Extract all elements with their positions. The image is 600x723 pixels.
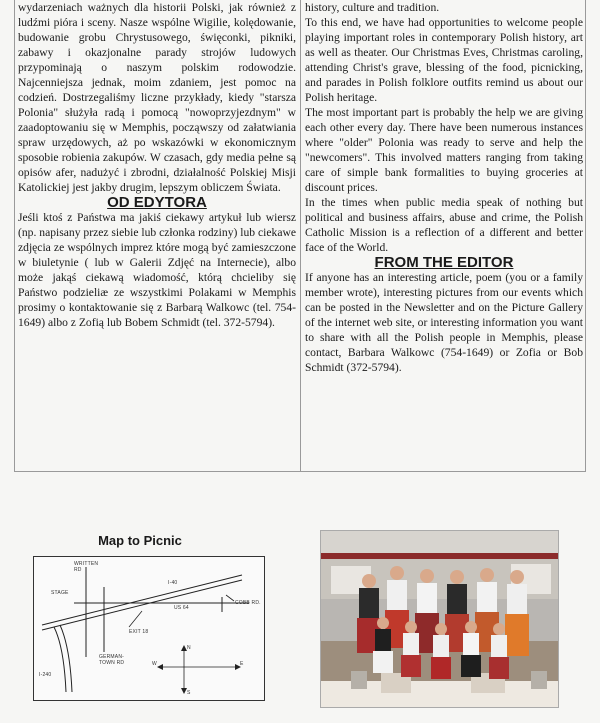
polish-intro-paragraph: wydarzeniach ważnych dla historii Polski, jak również z ludźmi pióra i sceny. Nasze wspólne Wigilie, kolędowanie, budowanie grobu Chrystusowego, święconki, pikniki, zabawy i okazjonalne parady strojów ludowych przypominają o naszym polskim rodowodzie. Najcenniejsza jednak, moim zdaniem, jest pomoc na codzień. Dostrzegaliśmy liczne przykłady, kiedy "starsza Polonia" służyła radą i pomocą "nowoprzyjezdnym" w zaadoptowaniu się w Memphis, począwszy od załatwiania spraw urzędowych, aż po wskazówki w ekonomicznym sposobie robienia zakupów. W czasach, gdy media pełne są opisów afer, nadużyć i zbrodni, działalność Polskiej Misji Katolickiej jest jakby drugim, lepszym obliczem Świata. <box>18 1 296 194</box>
polish-column <box>16 0 299 330</box>
written-rd-label: WRITTEN RD <box>74 561 99 573</box>
cobb-rd-label: COBB RD. <box>235 600 261 606</box>
column-divider <box>300 0 301 472</box>
compass-south-label: S <box>187 690 191 696</box>
compass-east-label: E <box>240 661 244 667</box>
english-column <box>303 0 585 375</box>
compass-west-label: W <box>152 661 157 667</box>
i40-road <box>42 575 242 625</box>
us64-label: US 64 <box>174 605 189 611</box>
group-photo-image <box>321 531 558 707</box>
english-paragraph-2: To this end, we have had opportunities to welcome people playing important roles in contemporary Polish history, art as well as theater. Our Christmas Eves, Christmas caroling, attending Christ's grave, blessing of the food, picnicking, and parades in Polish folklore outfits remind us about our Polish heritage. <box>305 16 583 104</box>
od-edytora-heading: OD EDYTORA <box>107 194 207 211</box>
exit18-arrow <box>129 611 142 627</box>
english-editor-text: If anyone has an interesting article, poem (you or a family member wrote), interesting pictures from our events which can be posted in the Newsletter and on the Picture Gallery of the internet web site, or interesting information you want to share with all the Polish people in Memphis, please contact, Barbara Walkowc (754-1649) or Zofia or Bob Schmidt (372-5794). <box>305 271 583 374</box>
germantown-rd-label: GERMAN-TOWN RD <box>99 654 125 666</box>
english-paragraph-4: In the times when public media speak of nothing but political and business affairs, abuse and crime, the Polish Catholic Mission is a reflection of a different and better face of the World. <box>305 196 583 254</box>
compass-north-label: N <box>187 645 191 651</box>
i240-label: I-240 <box>39 672 52 678</box>
from-the-editor-heading: FROM THE EDITOR <box>374 254 514 271</box>
map-drawing <box>34 557 264 700</box>
polish-editor-text: Jeśli ktoś z Państwa ma jakiś ciekawy artykuł lub wiersz (np. napisany przez siebie lub członka rodziny) lub ciekawe zdjęcia ze wspólnych imprez które mogą być zamieszczone w biuletynie ( lub w Galerii Zdjęć na Internecie), albo może jakąś ciekawą wiadomość, którą chcieliby się Państwo podzieliæ ze wszystkimi Polakami w Memphis prosimy o kontaktowanie się z Barbarą Walkowc (tel. 754-1649) albo z Zofią lub Bobem Schmidt (tel. 372-5794). <box>18 211 296 329</box>
english-paragraph-1: history, culture and tradition. <box>305 1 440 14</box>
english-paragraph-3: The most important part is probably the help we are giving each other every day. There have been numerous instances where "older" Polonia was ready to serve and help the "newcomers". This involved matters ranging from taking care of simple bank formalities to buying groceries at discount prices. <box>305 106 583 194</box>
exit18-label: EXIT 18 <box>129 629 149 635</box>
i40-label: I-40 <box>168 580 178 586</box>
group-photo <box>320 530 559 708</box>
stage-label: STAGE <box>51 590 69 596</box>
picnic-map <box>33 556 265 701</box>
map-title: Map to Picnic <box>98 533 182 548</box>
